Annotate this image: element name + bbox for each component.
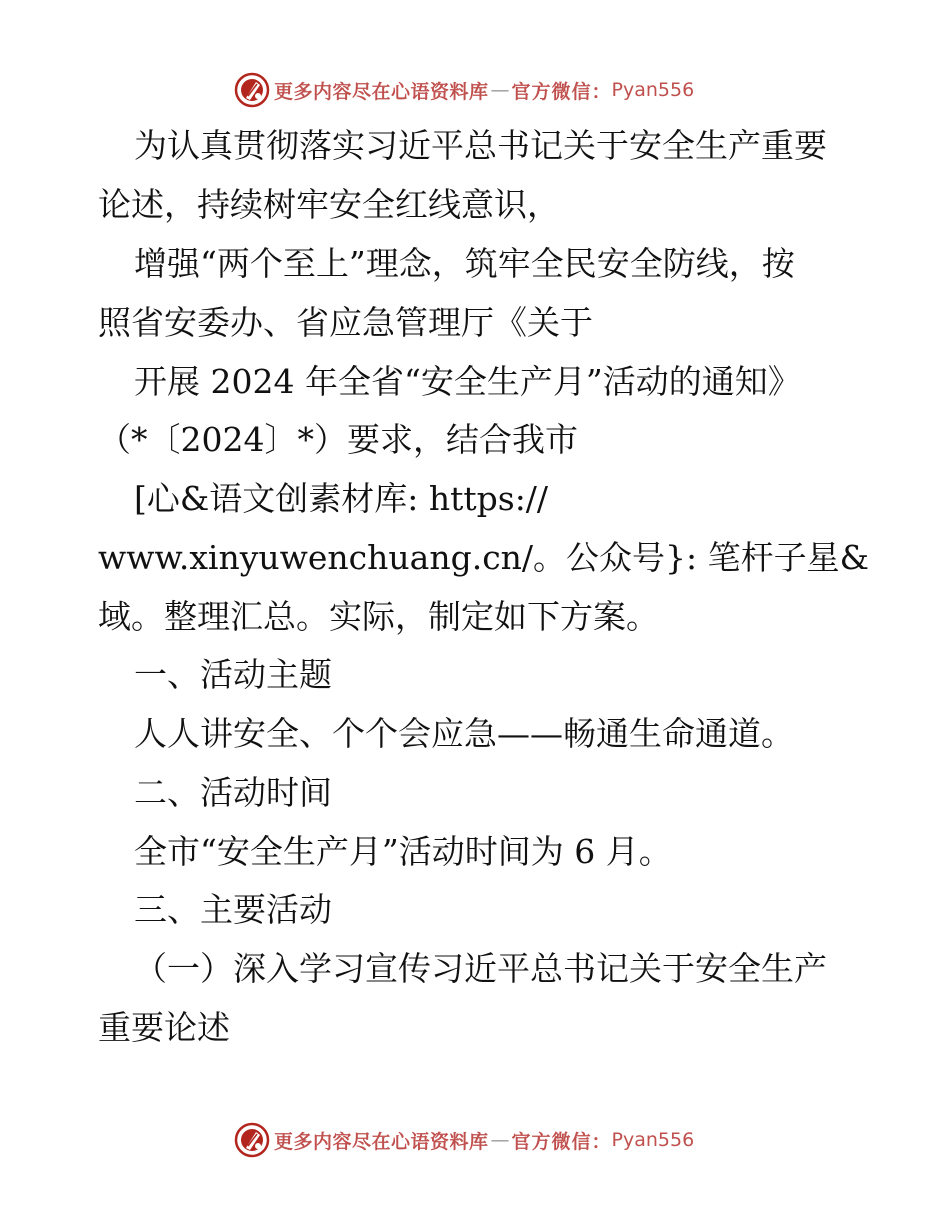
- paragraph-line: 全市“安全生产月”活动时间为 6 月。: [134, 832, 672, 871]
- pen-nib-logo-icon: [234, 72, 270, 108]
- paragraph-line: www.xinyuwenchuang.cn/。公众号}: 笔杆子星&: [98, 538, 870, 577]
- paragraph-line: 增强“两个至上”理念，筑牢全民安全防线，按: [134, 244, 795, 283]
- watermark-separator: —: [490, 79, 510, 101]
- pen-nib-logo-icon: [234, 1122, 270, 1158]
- paragraph-line: 开展 2024 年全省“安全生产月”活动的通知》: [134, 362, 801, 401]
- watermark-wechat-label: 官方微信：: [511, 80, 612, 103]
- watermark-main-text: 更多内容尽在心语资料库: [274, 80, 489, 103]
- section-heading: 一、活动主题: [134, 655, 332, 694]
- paragraph-line: （*〔2024〕*）要求，结合我市: [98, 420, 578, 459]
- watermark-separator: —: [490, 1129, 510, 1151]
- watermark-main-text: 更多内容尽在心语资料库: [274, 1130, 489, 1153]
- paragraph-line: 域。整理汇总。实际，制定如下方案。: [98, 597, 659, 636]
- paragraph-line: [心&语文创素材库: https://: [134, 479, 549, 518]
- subsection-heading: （一）深入学习宣传习近平总书记关于安全生产: [134, 949, 827, 988]
- paragraph-line: 人人讲安全、个个会应急——畅通生命通道。: [134, 714, 794, 753]
- paragraph-line: 为认真贯彻落实习近平总书记关于安全生产重要: [134, 126, 827, 165]
- section-heading: 三、主要活动: [134, 890, 332, 929]
- paragraph-line: 照省安委办、省应急管理厅《关于: [98, 303, 593, 342]
- watermark-header: [234, 72, 694, 108]
- watermark-footer: [234, 1122, 694, 1158]
- section-heading: 二、活动时间: [134, 773, 332, 812]
- watermark-account: Pyan556: [611, 1129, 695, 1151]
- watermark-wechat-label: 官方微信：: [511, 1130, 612, 1153]
- paragraph-line: 论述，持续树牢安全红线意识，: [98, 185, 560, 224]
- watermark-account: Pyan556: [611, 79, 695, 101]
- paragraph-line: 重要论述: [98, 1008, 230, 1047]
